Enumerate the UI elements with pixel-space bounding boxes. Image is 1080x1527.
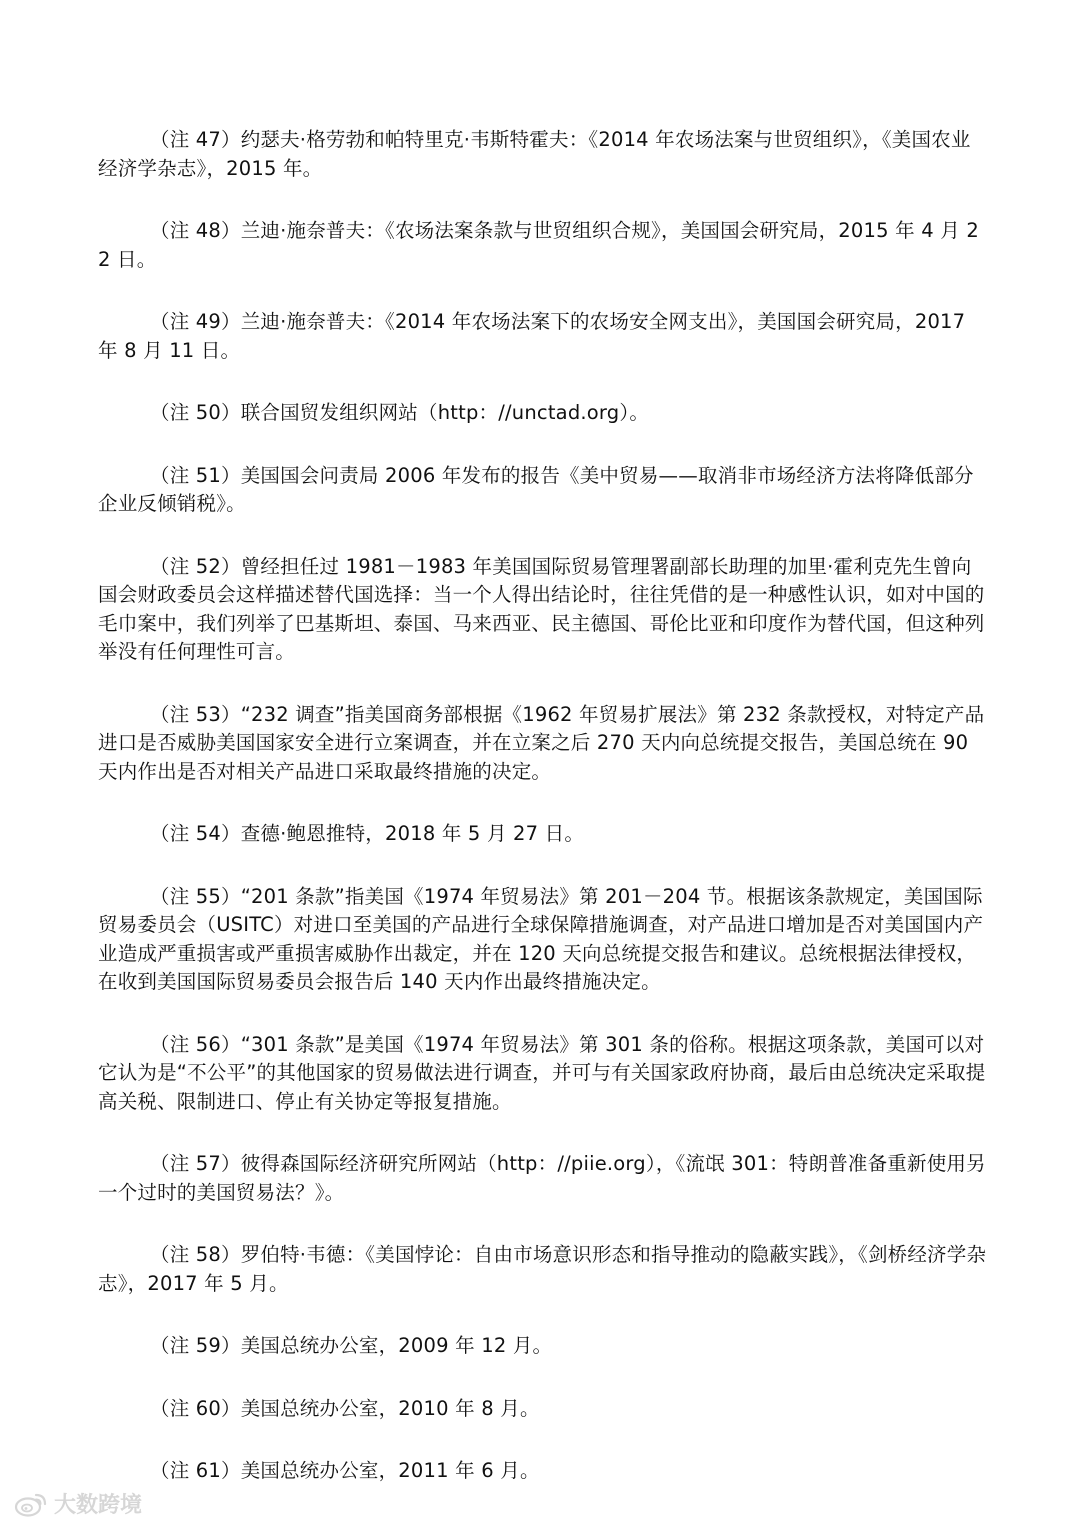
footnote-50: （注 50）联合国贸发组织网站（http：//unctad.org）。 — [150, 401, 650, 424]
footnote-51: （注 51）美国国会问责局 2006 年发布的报告《美中贸易——取消非市场经济方法将降低部分企业反倾销税》。 — [98, 463, 974, 515]
footnote-60: （注 60）美国总统办公室，2010 年 8 月。 — [150, 1396, 540, 1420]
footnote-53: （注 53）“232 调查”指美国商务部根据《1962 年贸易扩展法》第 232 条款授权，对特定产品进口是否威胁美国国家安全进行立案调查，并在立案之后 270 天内向总统提交报告，美国总统在 90 天内作出是否对相关产品进口采取最终措施的决定。 — [98, 702, 985, 783]
footnote-59: （注 59）美国总统办公室，2009 年 12 月。 — [150, 1334, 553, 1357]
footnote-49: （注 49）兰迪·施奈普夫：《2014 年农场法案下的农场安全网支出》，美国国会研究局，2017 年 8 月 11 日。 — [98, 310, 966, 362]
footnote-52: （注 52）曾经担任过 1981－1983 年美国国际贸易管理署副部长助理的加里·霍利克先生曾向国会财政委员会这样描述替代国选择：当一个人得出结论时，往往凭借的是一种感性认识，如对中国的毛巾案中，我们列举了巴基斯坦、泰国、马来西亚、民主德国、哥伦比亚和印度作为替代国，但这种列举没有任何理性可言。 — [98, 554, 985, 663]
footnote-47: （注 47）约瑟夫·格劳勃和帕特里克·韦斯特霍夫：《2014 年农场法案与世贸组织》，《美国农业经济学杂志》，2015 年。 — [98, 128, 971, 180]
footnote-58: （注 58）罗伯特·韦德：《美国悖论：自由市场意识形态和指导推动的隐蔽实践》，《剑桥经济学杂志》，2017 年 5 月。 — [98, 1243, 987, 1295]
footnote-54: （注 54）查德·鲍恩推特，2018 年 5 月 27 日。 — [150, 822, 585, 845]
weibo-logo-icon — [14, 1491, 48, 1517]
footnote-57: （注 57）彼得森国际经济研究所网站（http：//piie.org），《流氓 301：特朗普准备重新使用另一个过时的美国贸易法？》。 — [98, 1152, 986, 1204]
footnote-61: （注 61）美国总统办公室，2011 年 6 月。 — [150, 1459, 540, 1482]
footnote-56: （注 56）“301 条款”是美国《1974 年贸易法》第 301 条的俗称。根据这项条款，美国可以对它认为是“不公平”的其他国家的贸易做法进行调查，并可与有关国家政府协商，最后由总统决定采取提高关税、限制进口、停止有关协定等报复措施。 — [98, 1032, 986, 1113]
footnote-55: （注 55）“201 条款”指美国《1974 年贸易法》第 201－204 节。根据该条款规定，美国国际贸易委员会（USITC）对进口至美国的产品进行全球保障措施调查，对产品进口增加是否对美国国内产业造成严重损害或严重损害威胁作出裁定，并在 120 天向总统提交报告和建议。总统根据法律授权，在收到美国国际贸易委员会报告后 140 天内作出最终措施决定。 — [98, 884, 984, 993]
watermark — [14, 1488, 142, 1519]
footnote-48: （注 48）兰迪·施奈普夫：《农场法案条款与世贸组织合规》，美国国会研究局，2015 年 4 月 22 日。 — [98, 219, 979, 271]
footnotes-list — [98, 126, 988, 1520]
watermark-text: 大数跨境 — [54, 1493, 143, 1518]
